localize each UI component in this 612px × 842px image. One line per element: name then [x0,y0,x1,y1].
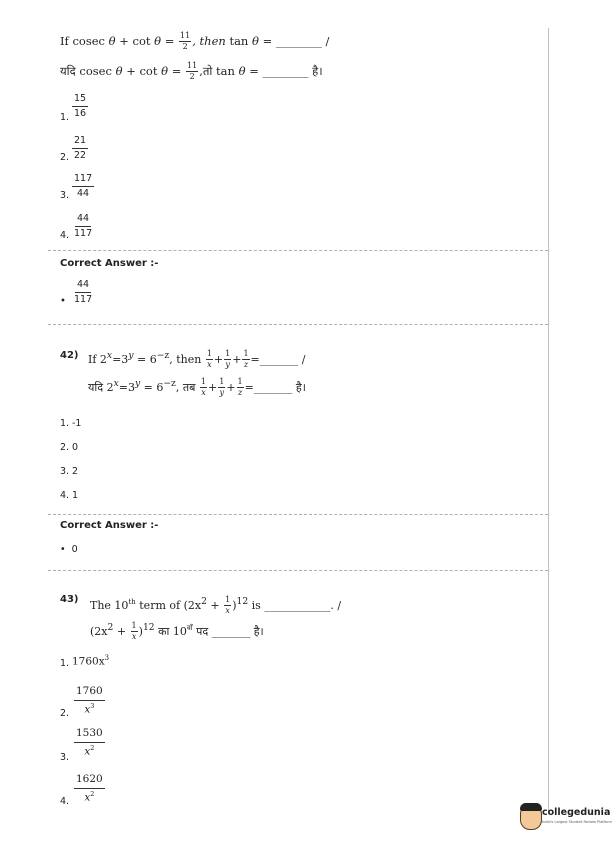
option-number: 4. [60,490,70,501]
option-number: 4. [60,796,70,807]
option-fraction: $\frac{117}{44}$ [74,173,93,200]
option-number: 3. [60,752,70,763]
option-value: 1 [72,490,79,501]
divider [48,250,548,251]
q43-number: 43) [60,594,79,605]
option-number: 1. [60,418,70,429]
bullet: • [60,296,66,307]
option-number: 4. [60,230,70,241]
q41-hindi-line: यदि cosec θ + cot θ = $\frac{11}{2}$ ,तो tan θ = ________ है। [60,61,323,82]
option-number: 2. [60,708,70,719]
option-number: 2. [60,152,70,163]
q41-english-line: If cosec θ + cot θ = $\frac{11}{2}$ , then tan θ = ________ / [60,31,330,52]
option-number: 1. [60,112,70,123]
q41-correct-fraction: $\frac{44}{117}$ [74,279,93,306]
question-page [48,28,549,814]
option-value: $1760x^3$ [72,654,110,668]
divider [48,514,548,515]
option-value: 2 [72,466,79,477]
collegedunia-logo[interactable] [520,804,612,834]
option-fraction: $\frac{1530}{x^2}$ [76,727,103,758]
option-number: 1. [60,658,70,669]
option-number: 3. [60,190,70,201]
q42-hindi-line: यदि $2^x=3^y = 6^{-z}$, तब $\frac{1}{x}$ + $\frac{1}{y}$ + $\frac{1}{z}$ =_______ है। [88,377,306,398]
q42-correct-answer: • 0 [60,544,78,555]
q41-correct-answer-label: Correct Answer :- [60,258,159,269]
option-fraction: $\frac{44}{117}$ [74,213,93,240]
q42-english-line: If $2^x=3^y = 6^{-z}$, then $\frac{1}{x}$ + $\frac{1}{y}$ + $\frac{1}{z}$ =_______ / [88,349,306,370]
divider [48,570,548,571]
divider [48,324,548,325]
logo-tagline: India's Largest Student Review Platform [542,820,612,824]
q43-hindi-line: ($2x^2$ + $\frac{1}{x}$ )$^{12}$ का $10^{वाँ}$ पद _______ है। [90,621,264,642]
q41-fraction-hi: $\frac{11}{2}$ [187,61,198,82]
q42-number: 42) [60,350,79,361]
option-value: 0 [72,442,79,453]
q42-correct-answer-label: Correct Answer :- [60,520,159,531]
option-number: 3. [60,466,70,477]
option-fraction: $\frac{15}{16}$ [74,93,87,120]
option-fraction: $\frac{1760}{x^3}$ [76,685,103,716]
mascot-icon [520,804,542,830]
option-fraction: $\frac{21}{22}$ [74,135,87,162]
option-number: 2. [60,442,70,453]
q41-fraction: $\frac{11}{2}$ [180,31,191,52]
logo-name: collegedunia [542,807,611,818]
option-fraction: $\frac{1620}{x^2}$ [76,773,103,804]
q43-english-line: The 10th term of ($2x^2$ + $\frac{1}{x}$ )$^{12}$ is ____________. / [90,595,342,616]
option-value: -1 [72,418,82,429]
